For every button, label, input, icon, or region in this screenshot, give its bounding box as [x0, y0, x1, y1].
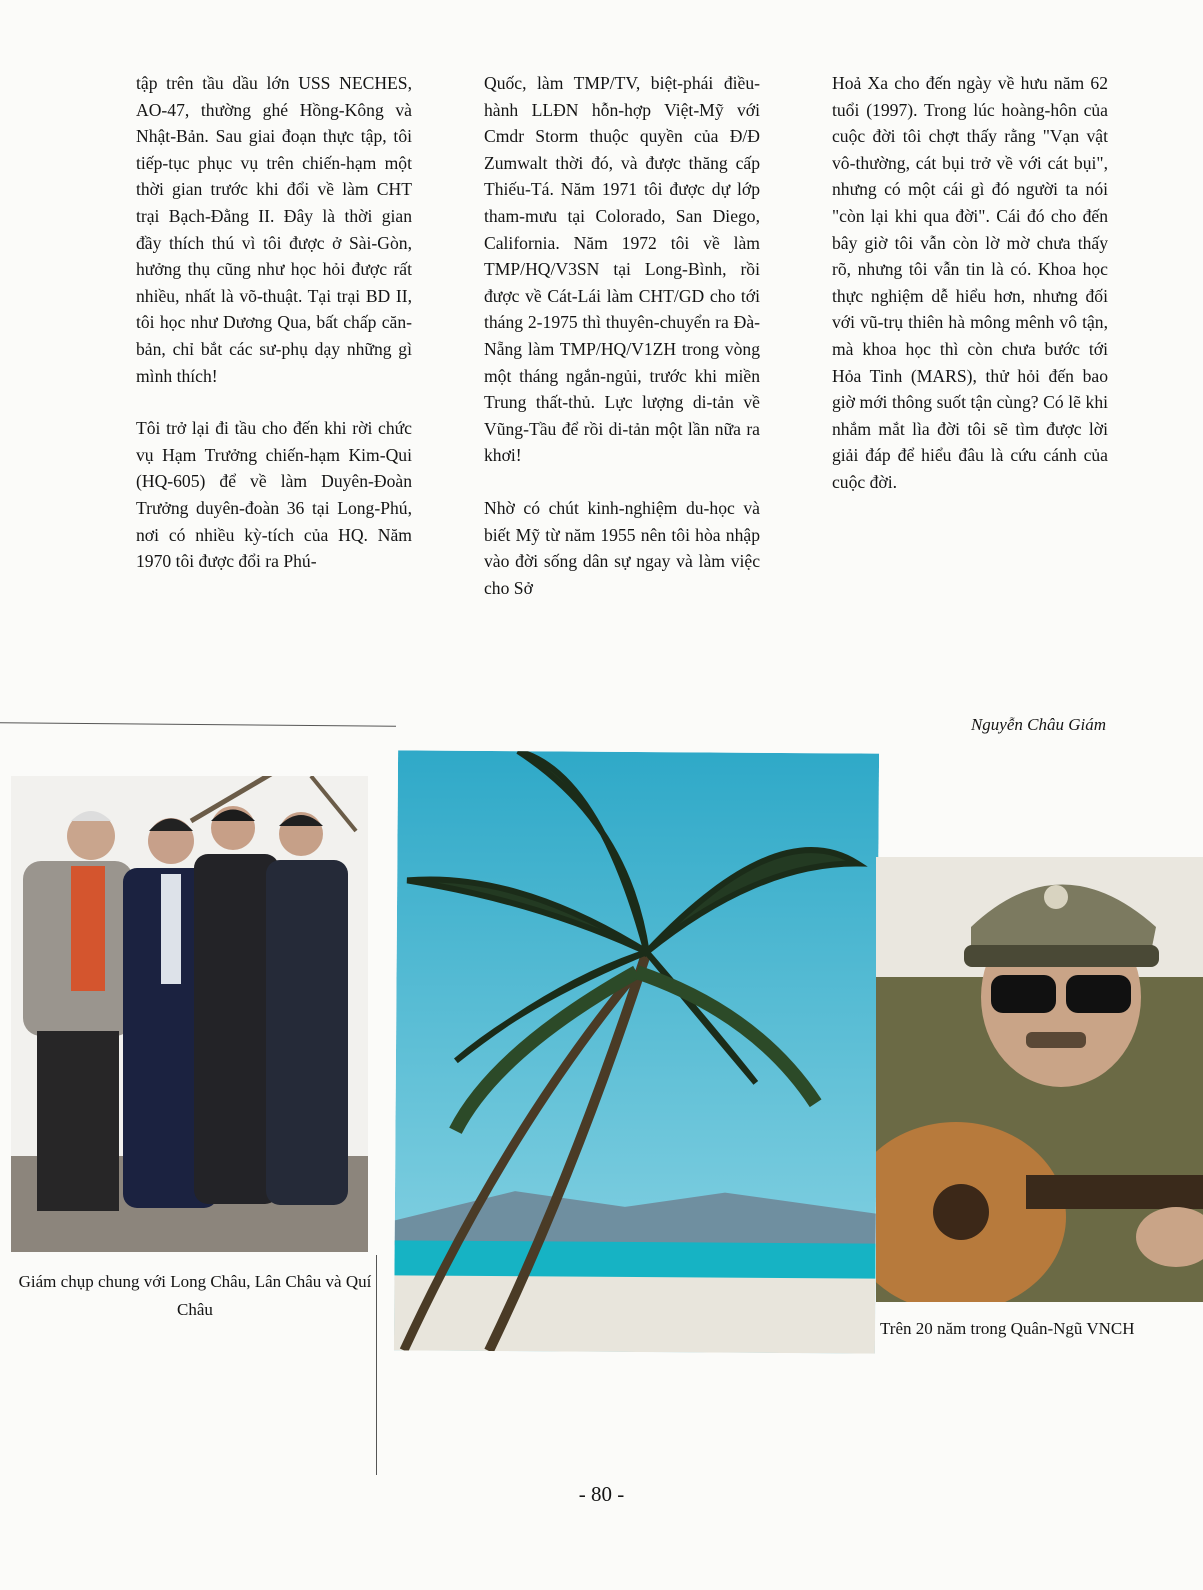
palm-beach-photo	[394, 750, 879, 1353]
author-signature: Nguyễn Châu Giám	[970, 715, 1106, 734]
scan-edge-line	[0, 722, 396, 726]
paragraph: Tôi trở lại đi tầu cho đến khi rời chức vụ Hạm Trưởng chiến-hạm Kim-Qui (HQ-605) để về làm Duyên-Đoàn Trưởng duyên-đoàn 36 tại Long-Phú, nơi có nhiều kỳ-tích của HQ. Năm 1970 tôi được đổi ra Phú-	[136, 418, 412, 572]
paragraph: tập trên tầu dầu lớn USS NECHES, AO-47, thường ghé Hồng-Kông và Nhật-Bản. Sau giai đoạn thực tập, tôi tiếp-tục phục vụ trên chiến-hạm một thời gian trước khi đổi về làm CHT trại Bạch-Đằng II. Đây là thời gian đầy thích thú vì tôi được ở Sài-Gòn, hưởng thụ cũng như học hỏi được rất nhiều, nhất là võ-thuật. Tại trại BD II, tôi học như Dương Qua, bất chấp căn-bản, chỉ bắt các sư-phụ dạy những gì mình thích!	[136, 73, 412, 386]
group-photo	[11, 776, 368, 1252]
portrait-photo-caption: Trên 20 năm trong Quân-Ngũ VNCH	[880, 1319, 1135, 1338]
text-column-3	[832, 70, 1108, 522]
text-column-2	[484, 70, 760, 627]
paragraph: Hoả Xa cho đến ngày về hưu năm 62 tuổi (1997). Trong lúc hoàng-hôn của cuộc đời tôi chợt thấy rằng "Vạn vật vô-thường, cát bụi trở về với cát bụi", nhưng có một cái gì đó người ta nói "còn lại khi qua đời". Cái đó cho đến bây giờ tôi vẫn còn lờ mờ chưa thấy rõ, nhưng tôi vẫn tin là có. Khoa học thực nghiệm dễ hiểu hơn, nhưng đối với vũ-trụ thiên hà mông mênh vô tận, mà khoa học thì còn chưa bước tới Hỏa Tinh (MARS), thử hỏi đến bao giờ mới thông suốt tận cùng? Có lẽ khi nhắm mắt lìa đời tôi sẽ tìm được lời giải đáp để hiểu đâu là cứu cánh của cuộc đời.	[832, 73, 1108, 492]
paragraph: Nhờ có chút kinh-nghiệm du-học và biết Mỹ từ năm 1955 nên tôi hòa nhập vào đời sống dân sự ngay và làm việc cho Sở	[484, 497, 760, 598]
group-photo-caption: Giám chụp chung với Long Châu, Lân Châu và Quí Châu	[18, 1272, 372, 1319]
text-column-1	[136, 70, 412, 601]
portrait-photo	[876, 857, 1203, 1302]
page-number: - 80 -	[578, 1482, 625, 1506]
paragraph: Quốc, làm TMP/TV, biệt-phái điều-hành LLĐN hỗn-hợp Việt-Mỹ với Cmdr Storm thuộc quyền của Đ/Đ Zumwalt thời đó, và được thăng cấp Thiếu-Tá. Năm 1971 tôi được dự lớp tham-mưu tại Colorado, San Diego, California. Năm 1972 tôi về làm TMP/HQ/V3SN tại Long-Bình, rồi được về Cát-Lái làm CHT/GD cho tới tháng 2-1975 thì thuyên-chuyển ra Đà-Nẵng làm TMP/HQ/V1ZH trong vòng một tháng ngắn-ngủi, trước khi miền Trung thất-thủ. Lực lượng di-tản về Vũng-Tầu để rồi di-tản một lần nữa ra khơi!	[484, 73, 760, 466]
